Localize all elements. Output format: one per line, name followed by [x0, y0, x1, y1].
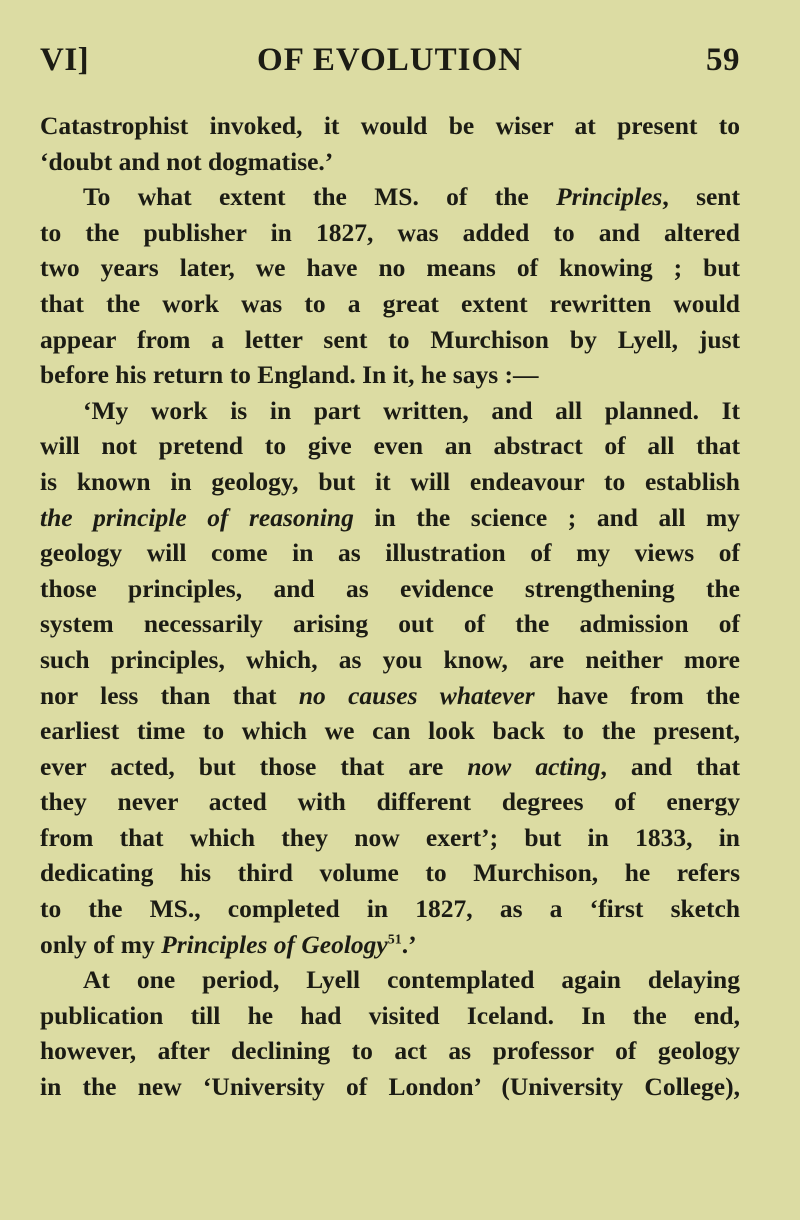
- text-line: [40, 357, 740, 393]
- text-line: [40, 855, 740, 891]
- text-line: [40, 464, 740, 500]
- text-run: nor less than that: [40, 680, 299, 710]
- text-run: To what extent the MS. of the: [83, 182, 557, 212]
- text-line: [40, 998, 740, 1034]
- text-line: [40, 1069, 740, 1105]
- text-run: dedicating his third volume to Murchison, he refers: [40, 858, 740, 888]
- text-run: Catastrophist invoked, it would be wiser at present to: [40, 111, 740, 140]
- running-header: [40, 42, 740, 82]
- text-line: [40, 428, 740, 464]
- text-run: however, after declining to act as professor of geology: [40, 1036, 740, 1066]
- text-line: [40, 144, 740, 180]
- text-run: earliest time to which we can look back to the present,: [40, 716, 740, 746]
- text-run: ‘doubt and not dogmatise.’: [40, 146, 334, 176]
- text-run: ‘My work is in part written, and all planned. It: [83, 395, 740, 425]
- text-run: system necessarily arising out of the admission of: [40, 609, 740, 639]
- text-run: two years later, we have no means of knowing ; but: [40, 253, 740, 283]
- text-run: in the new ‘University of London’ (University College),: [40, 1072, 740, 1102]
- text-line: [40, 393, 740, 429]
- text-line: [40, 535, 740, 571]
- text-line: [40, 891, 740, 927]
- text-run: At one period, Lyell contemplated again delaying: [83, 965, 740, 995]
- text-run: will not pretend to give even an abstract of all that: [40, 431, 740, 461]
- text-run: to the MS., completed in 1827, as a ‘first sketch: [40, 894, 740, 924]
- text-line: [40, 286, 740, 322]
- text-line: [40, 571, 740, 607]
- text-run: have from the: [534, 680, 740, 710]
- text-line: [40, 322, 740, 358]
- text-run: such principles, which, as you know, are neither more: [40, 644, 740, 674]
- running-title: OF EVOLUTION: [257, 42, 523, 78]
- text-run: ever acted, but those that are: [40, 751, 468, 781]
- text-run: they never acted with different degrees of energy: [40, 787, 740, 817]
- text-run: geology will come in as illustration of my views of: [40, 538, 740, 568]
- text-line: [40, 962, 740, 998]
- text-line: [40, 820, 740, 856]
- italic-text: now acting: [467, 751, 601, 781]
- chapter-number: VI]: [40, 42, 90, 78]
- text-line: [40, 606, 740, 642]
- text-line: [40, 1033, 740, 1069]
- body-text: [40, 108, 740, 1105]
- text-run: from that which they now exert’; but in 1833, in: [40, 822, 740, 852]
- text-line: [40, 784, 740, 820]
- italic-text: Principles: [556, 182, 663, 212]
- text-line: [40, 642, 740, 678]
- text-run: is known in geology, but it will endeavour to establish: [40, 466, 740, 496]
- text-run: in the science ; and all my: [353, 502, 740, 532]
- text-line: [40, 108, 740, 144]
- text-line: [40, 500, 740, 536]
- text-line: [40, 250, 740, 286]
- text-line: [40, 749, 740, 785]
- italic-text: Principles of Geology: [161, 929, 388, 959]
- text-run: only of my: [40, 929, 162, 959]
- text-run: appear from a letter sent to Murchison by Lyell, just: [40, 324, 740, 354]
- page-number: 59: [706, 42, 740, 78]
- footnote-ref: 51: [387, 932, 402, 948]
- text-line: [40, 678, 740, 714]
- text-run: .’: [401, 929, 417, 959]
- text-line: [40, 713, 740, 749]
- text-run: to the publisher in 1827, was added to and altered: [40, 217, 740, 247]
- italic-text: the principle of reasoning: [40, 502, 354, 532]
- text-line: [40, 179, 740, 215]
- text-run: , and that: [600, 751, 740, 781]
- text-run: , sent: [662, 182, 740, 212]
- text-run: those principles, and as evidence strengthening the: [40, 573, 740, 603]
- text-run: publication till he had visited Iceland. In the end,: [40, 1000, 740, 1030]
- text-line: [40, 215, 740, 251]
- text-run: that the work was to a great extent rewritten would: [40, 288, 740, 318]
- italic-text: no causes whatever: [298, 680, 535, 710]
- text-run: before his return to England. In it, he says :—: [40, 360, 539, 390]
- text-line: [40, 927, 740, 963]
